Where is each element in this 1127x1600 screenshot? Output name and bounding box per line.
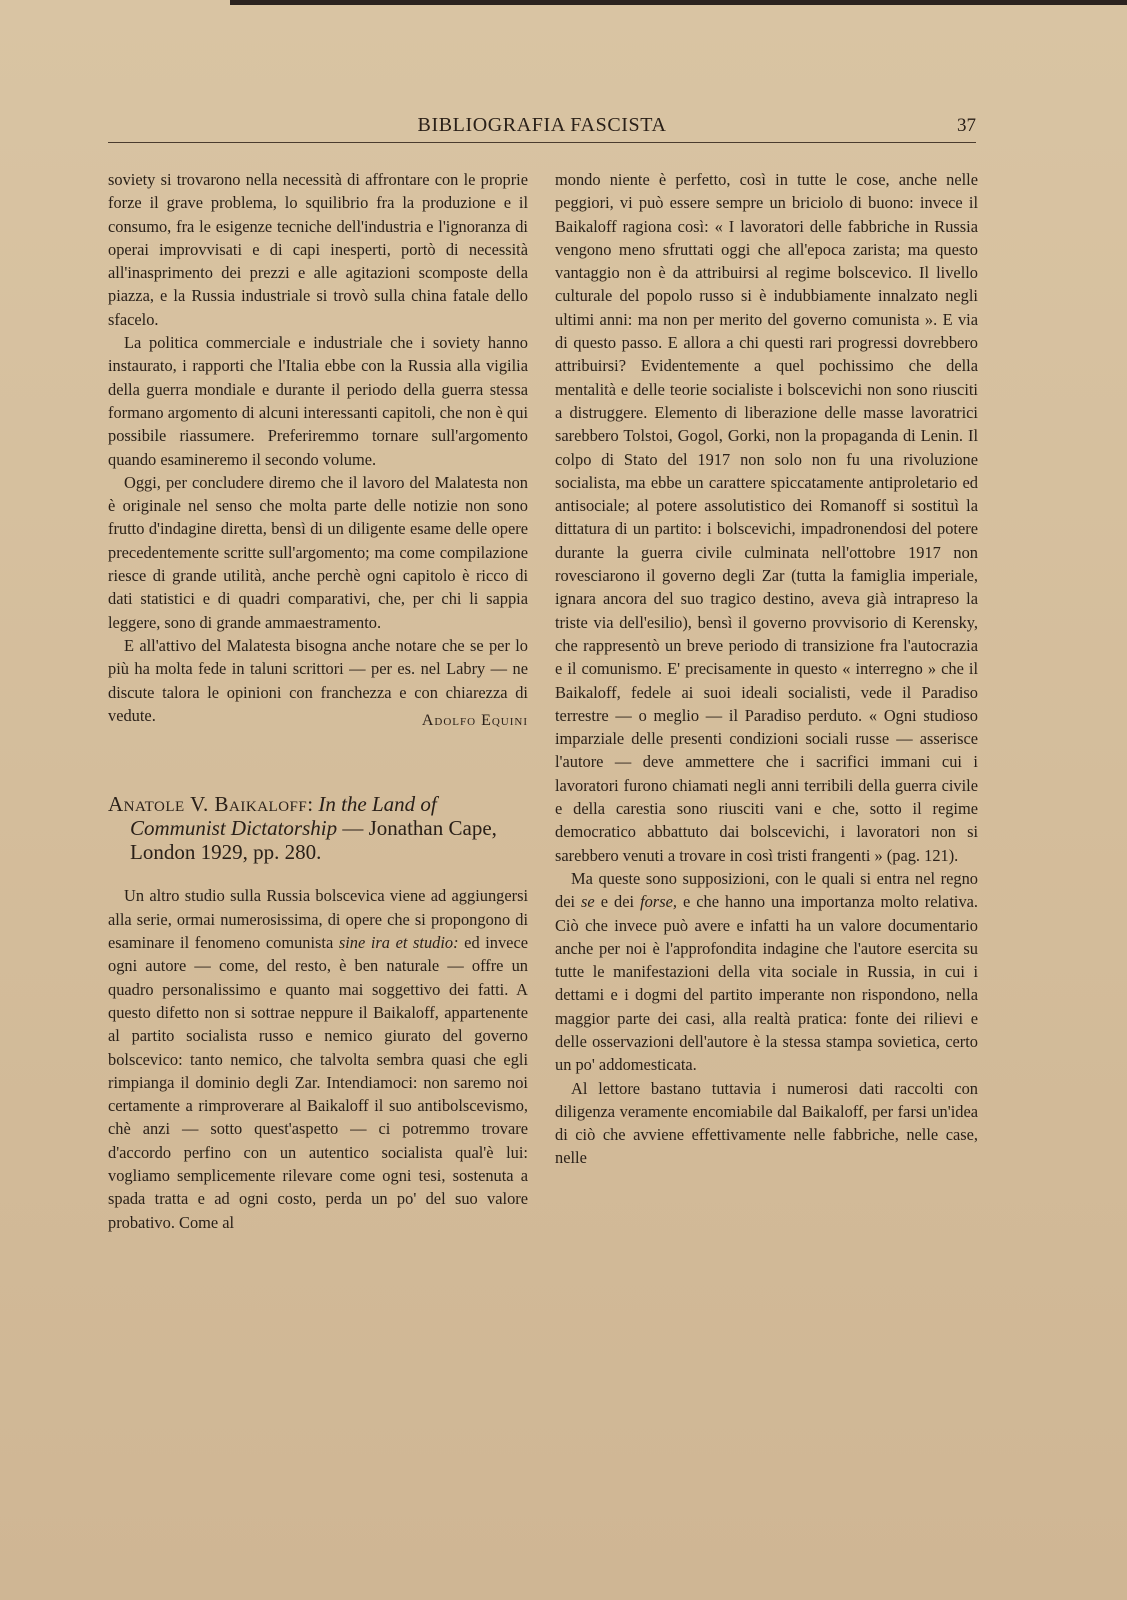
right-column (555, 168, 978, 1170)
paragraph: Oggi, per concludere diremo che il lavoro del Malatesta non è originale nel senso che molta parte delle notizie non sono frutto d'indagine diretta, bensì di un diligente esame delle opere precedentemente scritte sull'argomento; ma come compilazione riesce di grande utilità, anche perchè ogni capitolo è ricco di dati statistici e di quadri comparativi, che, per chi li sappia leggere, sono di grande ammaestramento. (108, 472, 528, 632)
italic-word: forse, (640, 892, 677, 912)
paragraph (108, 884, 528, 1233)
scan-top-edge (230, 0, 1127, 5)
review-signature: Adolfo Equini (421, 712, 528, 730)
book-entry-heading (108, 792, 528, 864)
text-run: ed invece ogni autore — come, del resto, è ben naturale — offre un quadro personalissimo e quanto mai soggettivo dei fatti. A questo difetto non si sottrae neppure il Baikaloff, appartenente al partito socialista russo e nemico giurato del governo bolscevico: tanto nemico, che talvolta sembra quasi che egli rimpianga il dominio degli Zar. Intendiamoci: non saremo noi certamente a rimproverare al Baikaloff il suo antibolscevismo, chè anzi — sotto quest'aspetto — ci potremmo trovare d'accordo perfino con un autentico socialista qual'è lui: vogliamo semplicemente rilevare come ogni tesi, sostenuta a spada tratta e ad ogni costo, perda un po' del suo valore probativo. Come al (108, 933, 529, 1232)
paragraph: Al lettore bastano tuttavia i numerosi dati raccolti con diligenza veramente encomiabile dal Baikaloff, per farsi un'idea di ciò che avviene effettivamente nelle fabbriche, nelle case, nelle (555, 1078, 978, 1168)
italic-phrase: sine ira et studio: (338, 933, 459, 953)
paragraph: E all'attivo del Malatesta bisogna anche notare che se per lo più ha molta fede in taluni scrittori — per es. nel Labry — ne discute talora le opinioni con franchezza e con chiarezza di vedute. (108, 635, 528, 725)
separator: : (307, 792, 319, 817)
book-publisher: — Jonathan Cape, London 1929, pp. 280. (130, 816, 497, 865)
paragraph: soviety si trovarono nella necessità di affrontare con le proprie forze il grave problema, lo squilibrio fra la produzione e il consumo, fra le esigenze tecniche dell'industria e l'ignoranza di operai improvvisati e di capi inesperti, portò di necessità all'inasprimento dei prezzi e alle agitazioni scomposte della piazza, e la Russia industriale si trovò sulla china fatale dello sfacelo. (108, 170, 528, 329)
text-run: Ma queste sono supposizioni, con le quali si entra nel regno dei (555, 868, 978, 912)
paragraph (555, 867, 978, 1077)
text-run: e dei (594, 892, 641, 912)
paragraph: mondo niente è perfetto, così in tutte le cose, anche nelle peggiori, vi può essere sempre un briciolo di buono: invece il Baikaloff ragiona così: « I lavoratori delle fabbriche in Russia vengono meno sfruttati oggi che all'epoca zarista; ma questo vantaggio non è da attribuirsi al regime bolscevico. Il livello culturale del popolo russo si è indubbiamente innalzato negli ultimi anni: ma non per merito del governo comunista ». E via di questo passo. E allora a chi questi rari progressi dovrebbero attribuirsi? Evidentemente a quel pochissimo che della mentalità e delle teorie socialiste i bolscevichi non sono riusciti a distruggere. Elemento di liberazione delle masse lavoratrici sarebbero Tolstoi, Gogol, Gorki, non la propaganda di Lenin. Il colpo di Stato del 1917 non solo non fu una rivoluzione socialista, ma ebbe un carattere spiccatamente antiproletario ed antisociale; al potere assolutistico dei Romanoff si sostituì la dittatura di un partito: i bolscevichi, impadronendosi del potere durante la guerra civile culminata nell'ottobre 1917 non rovesciarono il governo degli Zar (tutta la famiglia imperiale, ignara ancora del suo tragico destino, aveva già intrapreso la triste via dell'esilio), bensì il governo provvisorio di Kerensky, che rappresentò un breve periodo di transizione fra l'autocrazia e il comunismo. E' precisamente in questo « interregno » che il Baikaloff, fedele ai suoi ideali socialisti, vede il Paradiso terrestre — o meglio — il Paradiso perduto. « Ogni studioso imparziale delle presenti condizioni sociali russe — asserisce l'autore — deve ammettere che i sacrifici immani cui i lavoratori furono chiamati negli anni terribili della guerra civile e della carestia sono riusciti vani e che, sotto il regime democratico abbattuto dai bolscevichi, i lavoratori non si sarebbero venuti a trovare in così tristi frangenti » (pag. 121). (555, 170, 978, 865)
text-run: e che hanno una importanza molto relativa. Ciò che invece può avere e infatti ha un valore documentario anche per noi è l'approfondita indagine che l'autore esercita su tutte le manifestazioni della vita sociale in Russia, in cui i dettami e i dogmi del partito imperante non rispondono, nella maggior parte dei casi, alla realtà pratica: fonte dei rilievi e delle osservazioni dell'autore è la stessa stampa sovietica, certo un po' addomesticata. (555, 892, 979, 1075)
text-run: Un altro studio sulla Russia bolscevica viene ad aggiungersi alla serie, ormai numerosissima, di opere che si propongono di esaminare il fenomeno comunista (108, 886, 528, 953)
italic-word: se (581, 892, 595, 912)
book-title: In the Land of Communist Dictatorship (130, 792, 437, 841)
page-number: 37 (957, 115, 976, 136)
left-column (108, 168, 528, 1234)
paragraph: La politica commerciale e industriale che i soviety hanno instaurato, i rapporti che l'Italia ebbe con la Russia alla vigilia della guerra mondiale e durante il periodo della guerra stessa formano argomento di alcuni interessanti capitoli, che non è qui possibile riassumere. Preferiremmo tornare sull'argomento quando esamineremo il secondo volume. (108, 333, 528, 469)
book-author: Anatole V. Baikaloff (108, 792, 308, 817)
journal-title: BIBLIOGRAFIA FASCISTA (417, 114, 667, 136)
running-header (108, 112, 976, 143)
